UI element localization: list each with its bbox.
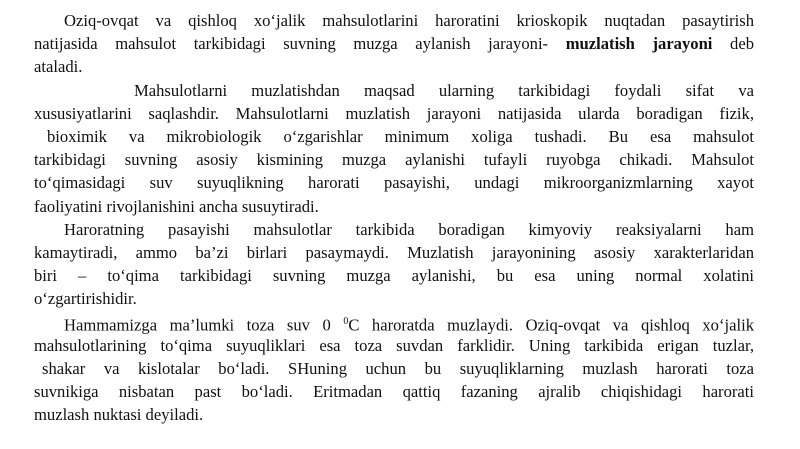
paragraph-1: [34, 9, 754, 79]
text-line: ataladi.: [34, 57, 83, 77]
paragraph-4: [34, 310, 754, 426]
text-line: natijasida mahsulot tarkibidagi suvning muzga aylanish jarayoni- muzlatish jarayoni deb: [34, 34, 755, 54]
document-page: [34, 0, 754, 449]
text-line: tarkibidagi suvning asosiy kismining muzga aylanishi tufayli ruyobga chikadi. Mahsulot: [34, 150, 754, 170]
text-line: Oziq-ovqat va qishloq xo‘jalik mahsulotlarini haroratini krioskopik nuqtadan pasaytirish: [64, 11, 754, 30]
text-line: kamaytiradi, ammo ba’zi birlari pasaymaydi. Muzlatish jarayonining asosiy xarakterlaridan: [34, 242, 754, 262]
text-line: bioximik va mikrobiologik o‘zgarishlar minimum xoliga tushadi. Bu esa mahsulot: [47, 126, 754, 146]
paragraph-3: [34, 218, 754, 311]
text-line: Mahsulotlarni muzlatishdan maqsad ularning tarkibidagi foydali sifat va: [134, 80, 754, 100]
text-line: mahsulotlarining to‘qima suyuqliklari esa toza suvdan farklidir. Uning tarkibida erigan tuzlar,: [34, 335, 754, 355]
text-line: Hammamizga ma’lumki toza suv 0 $^0$C haroratda muzlaydi. Oziq-ovqat va qishloq xo‘jalik: [64, 315, 754, 335]
text-line: o‘zgartirishidir.: [34, 289, 137, 309]
text-line: biri – to‘qima tarkibidagi suvning muzga aylanishi, bu esa uning normal xolatini: [34, 266, 754, 286]
text-line: muzlash nuktasi deyiladi.: [34, 405, 204, 425]
text-line: suvnikiga nisbatan past bo‘ladi. Eritmadan qattiq fazaning ajralib chiqishidagi harorati: [34, 382, 754, 401]
text-line: shakar va kislotalar bo‘ladi. SHuning uchun bu suyuqliklarning muzlash harorati toza: [42, 358, 754, 378]
text-line: faoliyatini rivojlanishini ancha susuytiradi.: [34, 196, 319, 216]
text-line: xususiyatlarini saqlashdir. Mahsulotlarni muzlatish jarayoni natijasida ularda boradigan fizik,: [34, 103, 754, 123]
term-bold: muzlatish jarayoni: [565, 34, 713, 54]
text-line: Haroratning pasayishi mahsulotlar tarkibida boradigan kimyoviy reaksiyalarni ham: [64, 219, 754, 239]
text-line: to‘qimasidagi suv suyuqlikning harorati pasayishi, undagi mikroorganizmlarning xayot: [34, 173, 754, 193]
degree-superscript: 0: [343, 316, 349, 328]
paragraph-2: [34, 79, 754, 218]
